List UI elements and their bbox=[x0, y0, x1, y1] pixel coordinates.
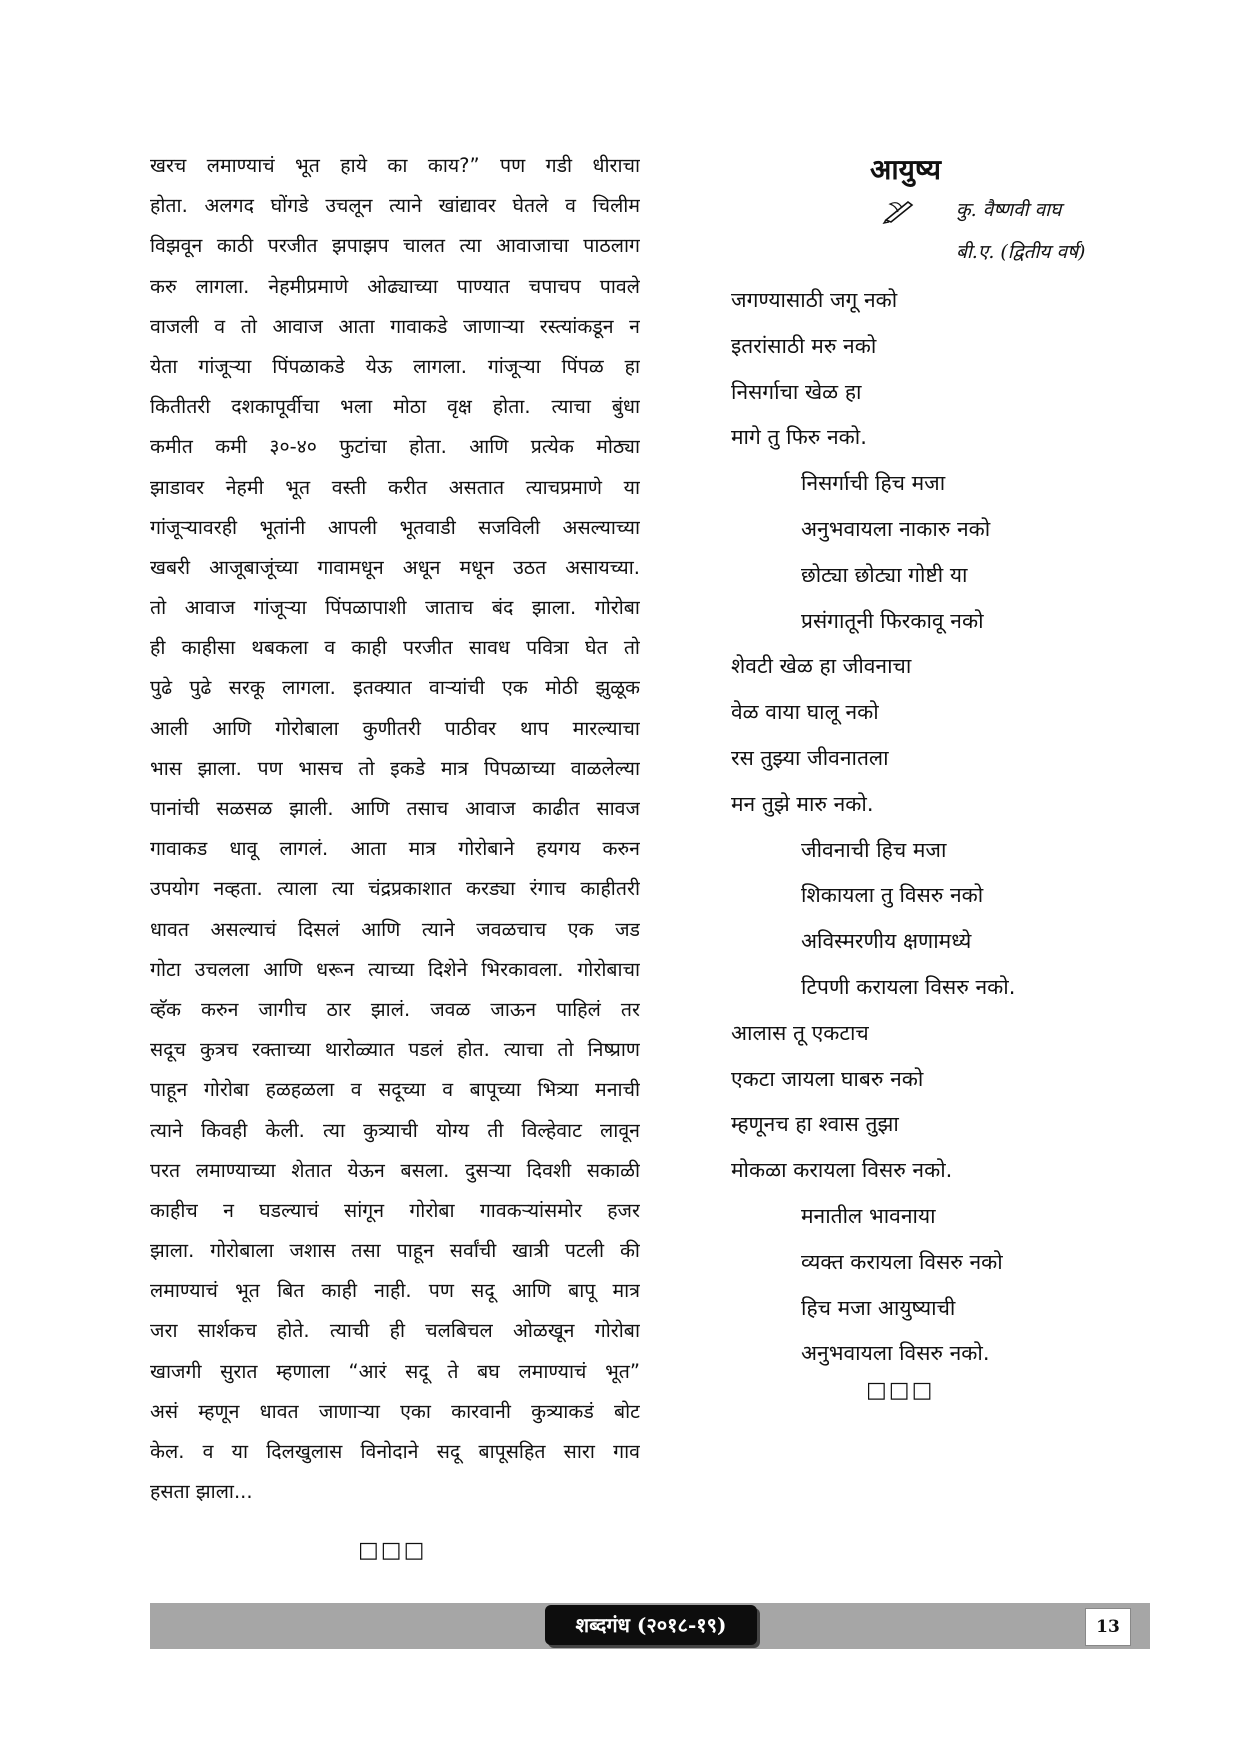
page-number: 13 bbox=[1085, 1608, 1131, 1646]
poem-line: जीवनाची हिच मजा bbox=[801, 837, 947, 862]
story-line: विझवून काठी परजीत झपाझप चालत त्या आवाजाचा पाठलाग bbox=[150, 234, 640, 258]
poem-line: इतरांसाठी मरु नको bbox=[731, 333, 877, 358]
poem-line: एकटा जायला घाबरु नको bbox=[731, 1066, 924, 1091]
magazine-title: शब्दगंध (२०१८-१९) bbox=[545, 1605, 757, 1645]
story-line: वाजली व तो आवाज आता गावाकडे जाणाऱ्या रस्त्यांकडून न bbox=[150, 314, 640, 338]
poem-line: जगण्यासाठी जगू नको bbox=[731, 288, 898, 312]
poem-line: आलास तू एकटाच bbox=[731, 1020, 869, 1045]
story-line: आली आणि गोरोबाला कुणीतरी पाठीवर थाप मारल्याचा bbox=[150, 716, 640, 740]
story-line: झाला. गोरोबाला जशास तसा पाहून सर्वांची खात्री पटली की bbox=[150, 1239, 640, 1263]
poem-line: प्रसंगातूनी फिरकावू नको bbox=[801, 608, 984, 633]
story-line: येता गांजूऱ्या पिंपळाकडे येऊ लागला. गांजूऱ्या पिंपळ हा bbox=[150, 354, 640, 378]
story-line: जरा सार्शकच होते. त्याची ही चलबिचल ओळखून गोरोबा bbox=[150, 1319, 640, 1343]
story-line: सदूच कुत्रच रक्ताच्या थारोळ्यात पडलं होत. त्याचा तो निष्प्राण bbox=[150, 1038, 640, 1062]
poem-line: अनुभवायला नाकारु नको bbox=[801, 516, 991, 541]
story-line: पाहून गोरोबा हळहळला व सदूच्या व बापूच्या भित्र्या मनाची bbox=[150, 1078, 640, 1102]
story-line: होता. अलगद घोंगडे उचलून त्याने खांद्यावर घेतले व चिलीम bbox=[150, 194, 640, 218]
story-line: परत लमाण्याच्या शेतात येऊन बसला. दुसऱ्या दिवशी सकाळी bbox=[150, 1158, 640, 1182]
story-line: त्याने किवही केली. त्या कुत्र्याची योग्य ती विल्हेवाट लावून bbox=[150, 1118, 640, 1142]
poem-line: मनातील भावनाया bbox=[801, 1203, 936, 1228]
poem-line: निसर्गाचा खेळ हा bbox=[731, 379, 862, 404]
story-line: खबरी आजूबाजूंच्या गावामधून अधून मधून उठत असायच्या. bbox=[150, 555, 640, 579]
story-line: पानांची सळसळ झाली. आणि तसाच आवाज काढीत सावज bbox=[150, 797, 640, 820]
poem-line: रस तुझ्या जीवनातला bbox=[731, 745, 889, 770]
poem-line: शेवटी खेळ हा जीवनाचा bbox=[731, 654, 912, 679]
poem-line: मन तुझे मारु नको. bbox=[731, 791, 874, 816]
poem-author-class: बी.ए. (द्वितीय वर्ष) bbox=[956, 241, 1086, 263]
story-line: भास झाला. पण भासच तो इकडे मात्र पिपळाच्या वाळलेल्या bbox=[150, 756, 640, 780]
poem-author: कु. वैष्णवी वाघ bbox=[956, 199, 1062, 221]
story-line: व्हॅक करुन जागीच ठार झालं. जवळ जाऊन पाहिलं तर bbox=[150, 997, 640, 1021]
story-line: गांजूऱ्यावरही भूतांनी आपली भूतवाडी सजविली असल्याच्या bbox=[150, 515, 640, 539]
poem-line: छोट्या छोट्या गोष्टी या bbox=[801, 562, 968, 587]
story-line: काहीच न घडल्याचं सांगून गोरोबा गावकऱ्यांसमोर हजर bbox=[150, 1198, 640, 1222]
story-column bbox=[150, 146, 640, 1512]
poem-line: अनुभवायला विसरु नको. bbox=[801, 1341, 990, 1366]
poem-title: आयुष्य bbox=[870, 153, 942, 186]
story-line: तो आवाज गांजूऱ्या पिंपळापाशी जाताच बंद झाला. गोरोबा bbox=[150, 596, 640, 620]
story-line: धावत असल्याचं दिसलं आणि त्याने जवळचाच एक जड bbox=[150, 917, 640, 941]
story-line: करु लागला. नेहमीप्रमाणे ओढ्याच्या पाण्यात चपाचप पावले bbox=[150, 274, 640, 298]
story-line: कितीतरी दशकापूर्वीचा भला मोठा वृक्ष होता. त्याचा बुंधा bbox=[150, 395, 640, 419]
story-line: हसता झाला... bbox=[150, 1480, 253, 1504]
pen-icon bbox=[882, 196, 916, 224]
poem-body bbox=[731, 278, 1151, 1377]
story-line: असं म्हणून धावत जाणाऱ्या एका कारवानी कुत्र्याकडं बोट bbox=[150, 1399, 640, 1423]
story-line: उपयोग नव्हता. त्याला त्या चंद्रप्रकाशात करड्या रंगाच काहीतरी bbox=[150, 877, 640, 901]
story-line: खरच लमाण्याचं भूत हाये का काय?” पण गडी धीराचा bbox=[150, 154, 640, 177]
poem-line: निसर्गाची हिच मजा bbox=[801, 471, 946, 496]
story-line: गावाकड धावू लागलं. आता मात्र गोरोबाने हयगय करुन bbox=[150, 837, 640, 861]
story-line: कमीत कमी ३०-४० फुटांचा होता. आणि प्रत्येक मोठ्या bbox=[150, 435, 640, 459]
poem-line: मोकळा करायला विसरु नको. bbox=[731, 1158, 953, 1183]
story-line: झाडावर नेहमी भूत वस्ती करीत असतात त्याचप्रमाणे या bbox=[150, 475, 640, 499]
poem-line: टिपणी करायला विसरु नको. bbox=[801, 974, 1016, 999]
poem-line: व्यक्त करायला विसरु नको bbox=[801, 1249, 1003, 1274]
story-end-mark: □□□ bbox=[358, 1538, 427, 1563]
poem-line: शिकायला तु विसरु नको bbox=[801, 883, 984, 908]
poem-line: अविस्मरणीय क्षणामध्ये bbox=[801, 929, 972, 954]
story-line: ही काहीसा थबकला व काही परजीत सावध पवित्रा घेत तो bbox=[150, 636, 640, 660]
story-line: लमाण्याचं भूत बित काही नाही. पण सदू आणि बापू मात्र bbox=[150, 1279, 640, 1303]
story-line: गोटा उचलला आणि धरून त्याच्या दिशेने भिरकावला. गोरोबाचा bbox=[150, 957, 640, 981]
poem-line: वेळ वाया घालू नको bbox=[731, 700, 879, 725]
story-line: पुढे पुढे सरकू लागला. इतक्यात वाऱ्यांची एक मोठी झुळूक bbox=[150, 676, 640, 700]
poem-line: मागे तु फिरु नको. bbox=[731, 425, 867, 450]
story-line: खाजगी सुरात म्हणाला “आरं सदू ते बघ लमाण्याचं भूत” bbox=[150, 1359, 640, 1383]
poem-line: हिच मजा आयुष्याची bbox=[801, 1295, 956, 1320]
poem-line: म्हणूनच हा श्वास तुझा bbox=[731, 1112, 899, 1137]
story-line: केल. व या दिलखुलास विनोदाने सदू बापूसहित सारा गाव bbox=[150, 1440, 640, 1463]
poem-end-mark: □□□ bbox=[866, 1378, 935, 1403]
